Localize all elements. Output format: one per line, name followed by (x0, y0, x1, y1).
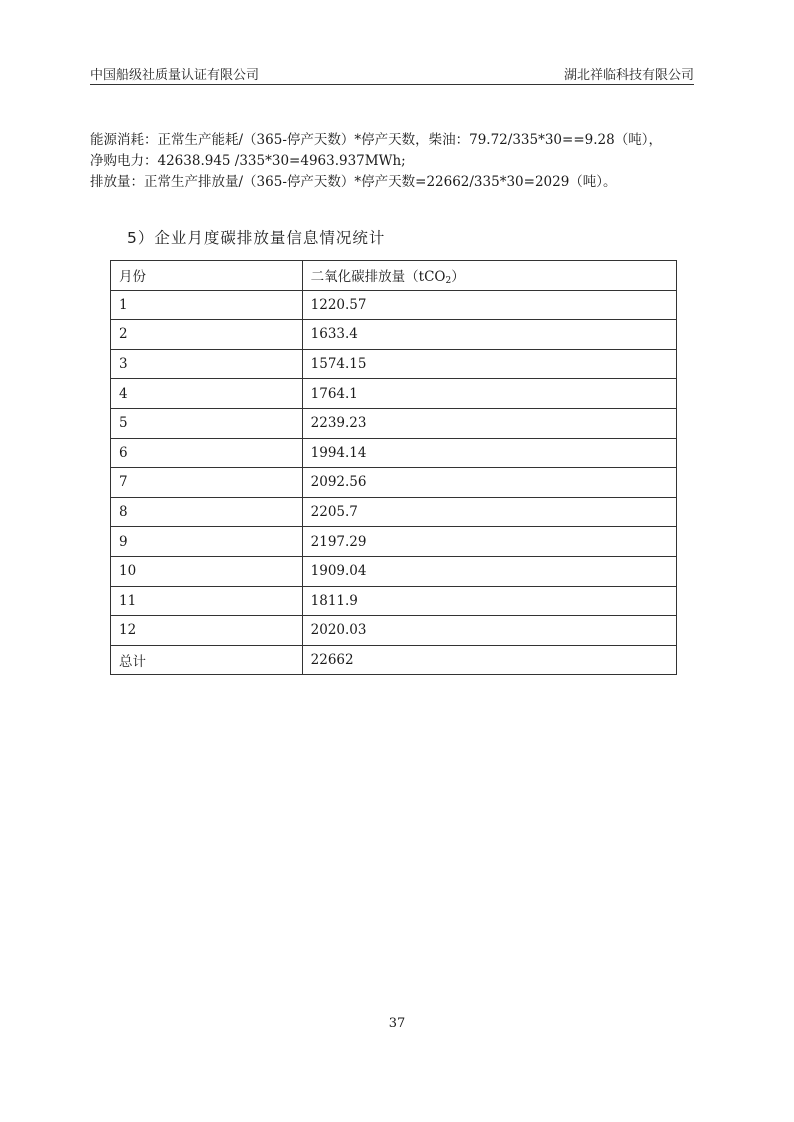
emission-cell: 1220.57 (302, 290, 676, 320)
header-right-company: 湖北祥临科技有限公司 (563, 68, 694, 83)
table-header-row (111, 261, 677, 291)
energy-consumption-line: 能源消耗：正常生产能耗/（365-停产天数）*停产天数，柴油：79.72/335*30==9.28（吨）， (90, 132, 662, 148)
month-cell: 4 (111, 379, 303, 409)
month-cell: 3 (111, 349, 303, 379)
month-cell: 1 (111, 290, 303, 320)
month-cell: 7 (111, 468, 303, 498)
table-row (111, 349, 677, 379)
emission-cell: 2205.7 (302, 497, 676, 527)
table-row (111, 290, 677, 320)
month-cell: 11 (111, 586, 303, 616)
month-cell: 9 (111, 527, 303, 557)
emission-line: 排放量：正常生产排放量/（365-停产天数）*停产天数=22662/335*30=2029（吨）。 (90, 174, 617, 190)
header-rule (90, 84, 694, 85)
table-row (111, 408, 677, 438)
table-row (111, 379, 677, 409)
purchased-electricity-line: 净购电力：42638.945 /335*30=4963.937MWh; (90, 153, 406, 169)
page-header (90, 62, 694, 82)
table-row (111, 438, 677, 468)
header-left-company: 中国船级社质量认证有限公司 (90, 68, 260, 83)
table-row (111, 616, 677, 646)
emission-cell: 2020.03 (302, 616, 676, 646)
emission-cell: 1909.04 (302, 556, 676, 586)
emission-cell: 2092.56 (302, 468, 676, 498)
section-title: 5）企业月度碳排放量信息情况统计 (127, 229, 386, 247)
month-cell: 2 (111, 320, 303, 350)
emission-cell: 2197.29 (302, 527, 676, 557)
table-row (111, 527, 677, 557)
emission-cell: 1764.1 (302, 379, 676, 409)
month-cell: 10 (111, 556, 303, 586)
month-cell: 6 (111, 438, 303, 468)
month-cell: 5 (111, 408, 303, 438)
emission-cell: 1811.9 (302, 586, 676, 616)
emission-cell: 1574.15 (302, 349, 676, 379)
table-row (111, 468, 677, 498)
header-emission: 二氧化碳排放量（tCO$_2$） (302, 261, 676, 291)
emission-cell: 1633.4 (302, 320, 676, 350)
table-total-row (111, 645, 677, 675)
month-cell: 12 (111, 616, 303, 646)
month-cell: 8 (111, 497, 303, 527)
table-row (111, 497, 677, 527)
total-value: 22662 (302, 645, 676, 675)
page-number: 37 (388, 1016, 406, 1031)
table-row (111, 586, 677, 616)
emission-cell: 2239.23 (302, 408, 676, 438)
table-row (111, 320, 677, 350)
emission-cell: 1994.14 (302, 438, 676, 468)
table-row (111, 556, 677, 586)
monthly-emission-table (110, 260, 677, 675)
total-label: 总计 (111, 645, 303, 675)
header-month: 月份 (111, 261, 303, 291)
